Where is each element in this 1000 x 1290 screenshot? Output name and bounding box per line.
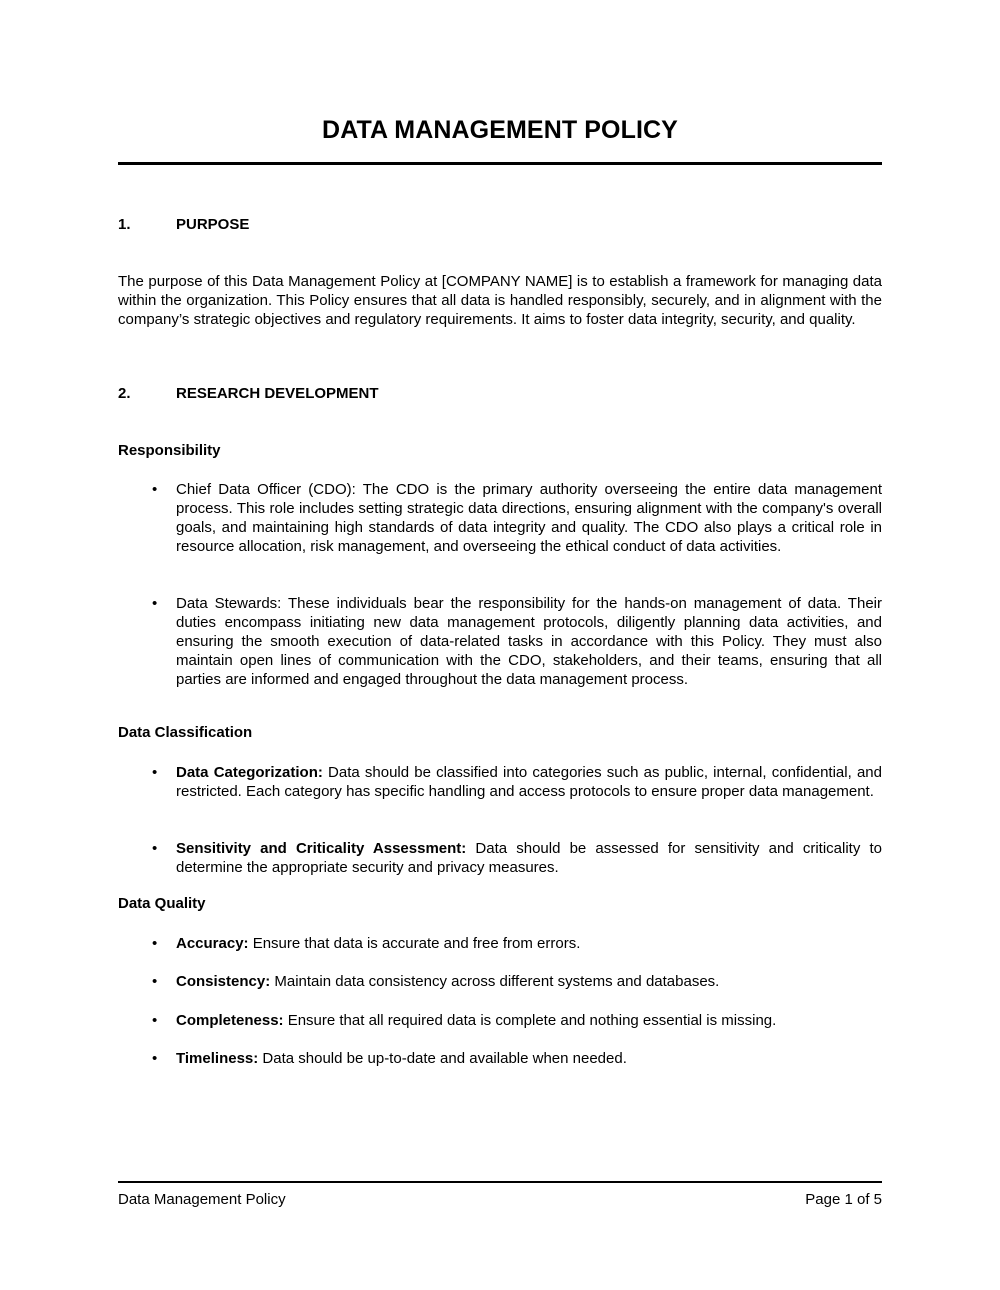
section-heading-purpose — [118, 216, 249, 233]
subheading-data-classification: Data Classification — [118, 724, 253, 741]
list-item-text — [152, 1011, 882, 1030]
bullet-icon: • — [152, 1050, 158, 1067]
subheading-responsibility: Responsibility — [118, 442, 221, 459]
section-title: PURPOSE — [176, 216, 250, 233]
list-item-text — [152, 934, 882, 953]
list-item-text: Data Stewards: These individuals bear the responsibility for the hands-on management of data. Their duties encompass initiating new data management protocols, diligently planning data activities, and ensuring the smooth execution of data-related tasks in accordance with this Policy. They must also maintain open lines of communication with the CDO, stakeholders, and their teams, ensuring that all parties are informed and engaged throughout the data management process. — [176, 595, 882, 688]
bullet-icon: • — [152, 840, 158, 857]
section-heading-research-development — [118, 385, 379, 402]
document-title: DATA MANAGEMENT POLICY — [322, 116, 678, 144]
list-item-text — [152, 1049, 882, 1068]
list-item-label: Completeness: — [176, 1012, 284, 1029]
title-divider — [118, 162, 882, 165]
section-number: 2. — [118, 385, 131, 402]
section-title: RESEARCH DEVELOPMENT — [176, 385, 379, 402]
bullet-icon: • — [152, 935, 158, 952]
list-item-body: Maintain data consistency across different systems and databases. — [270, 973, 720, 990]
section-number: 1. — [118, 216, 131, 233]
list-item-label: Accuracy: — [176, 935, 249, 952]
list-item-body: Data should be up-to-date and available when needed. — [258, 1050, 627, 1067]
list-item — [152, 480, 882, 556]
list-item — [152, 1011, 882, 1030]
footer-document-name: Data Management Policy — [118, 1191, 286, 1208]
list-item-label: Data Categorization: — [176, 764, 323, 781]
purpose-paragraph: The purpose of this Data Management Policy at [COMPANY NAME] is to establish a framework for managing data within the organization. This Policy ensures that all data is handled responsibly, securely, and in alignment with the company’s strategic objectives and regulatory requirements. It aims to foster data integrity, security, and quality. — [118, 273, 882, 328]
footer-page-number: Page 1 of 5 — [805, 1191, 882, 1208]
bullet-icon: • — [152, 1012, 158, 1029]
list-item-body: Data should be classified into categories such as public, internal, confidential, and restricted. Each category has specific handling and access protocols to ensure proper data management. — [176, 764, 882, 800]
list-item-body: Ensure that data is accurate and free from errors. — [248, 935, 581, 952]
list-item-label: Timeliness: — [176, 1050, 259, 1067]
list-item — [152, 594, 882, 689]
footer-divider — [118, 1181, 882, 1183]
list-item — [152, 1049, 882, 1068]
list-item — [152, 839, 882, 877]
list-item-text — [152, 839, 882, 877]
list-item-label: Sensitivity and Criticality Assessment: — [176, 840, 467, 857]
bullet-icon: • — [152, 973, 158, 990]
list-item — [152, 763, 882, 801]
list-item-text: Chief Data Officer (CDO): The CDO is the primary authority overseeing the entire data management process. This role includes setting strategic data directions, ensuring alignment with the company's overall goals, and maintaining high standards of data integrity and quality. The CDO also plays a critical role in resource allocation, risk management, and overseeing the ethical conduct of data activities. — [176, 481, 882, 555]
bullet-icon: • — [152, 764, 158, 781]
bullet-icon: • — [152, 481, 158, 498]
list-item — [152, 934, 882, 953]
subheading-data-quality: Data Quality — [118, 895, 206, 912]
list-item-text — [152, 972, 882, 991]
bullet-icon: • — [152, 595, 158, 612]
list-item — [152, 972, 882, 991]
list-item-body: Ensure that all required data is complete and nothing essential is missing. — [283, 1012, 777, 1029]
list-item-body: Data should be assessed for sensitivity and criticality to determine the appropriate security and privacy measures. — [176, 840, 882, 876]
list-item-text — [152, 763, 882, 801]
list-item-label: Consistency: — [176, 973, 271, 990]
